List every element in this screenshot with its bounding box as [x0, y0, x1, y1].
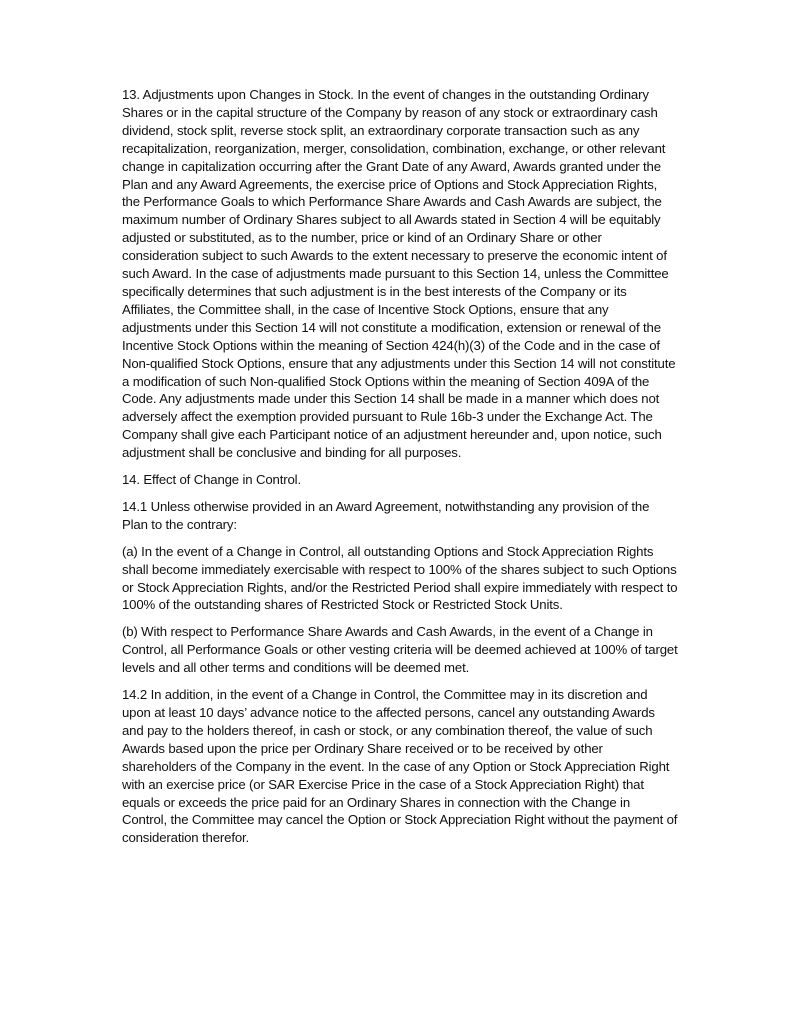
document-page — [122, 86, 678, 856]
section-14-1-a-paragraph: (a) In the event of a Change in Control, all outstanding Options and Stock Appreciation Rights shall become immediately exercisable with respect to 100% of the shares subject to such Options or Stock Appreciation Rights, and/or the Restricted Period shall expire immediately with respect to 100% of the outstanding shares of Restricted Stock or Restricted Stock Units. — [122, 543, 678, 613]
section-13-paragraph: 13. Adjustments upon Changes in Stock. In the event of changes in the outstanding Ordinary Shares or in the capital structure of the Company by reason of any stock or extraordinary cash dividend, stock split, reverse stock split, an extraordinary corporate transaction such as any recapitalization, reorganization, merger, consolidation, combination, exchange, or other relevant change in capitalization occurring after the Grant Date of any Award, Awards granted under the Plan and any Award Agreements, the exercise price of Options and Stock Appreciation Rights, the Performance Goals to which Performance Share Awards and Cash Awards are subject, the maximum number of Ordinary Shares subject to all Awards stated in Section 4 will be equitably adjusted or substituted, as to the number, price or kind of an Ordinary Share or other consideration subject to such Awards to the extent necessary to preserve the economic intent of such Award. In the case of adjustments made pursuant to this Section 14, unless the Committee specifically determines that such adjustment is in the best interests of the Company or its Affiliates, the Committee shall, in the case of Incentive Stock Options, ensure that any adjustments under this Section 14 will not constitute a modification, extension or renewal of the Incentive Stock Options within the meaning of Section 424(h)(3) of the Code and in the case of Non-qualified Stock Options, ensure that any adjustments under this Section 14 will not constitute a modification of such Non-qualified Stock Options within the meaning of Section 409A of the Code. Any adjustments made under this Section 14 shall be made in a manner which does not adversely affect the exemption provided pursuant to Rule 16b-3 under the Exchange Act. The Company shall give each Participant notice of an adjustment hereunder and, upon notice, such adjustment shall be conclusive and binding for all purposes. — [122, 87, 676, 461]
section-14-heading: 14. Effect of Change in Control. — [122, 472, 301, 488]
section-14-1-b-paragraph: (b) With respect to Performance Share Awards and Cash Awards, in the event of a Change in Control, all Performance Goals or other vesting criteria will be deemed achieved at 100% of target levels and all other terms and conditions will be deemed met. — [122, 624, 678, 676]
section-14-2-paragraph: 14.2 In addition, in the event of a Change in Control, the Committee may in its discretion and upon at least 10 days’ advance notice to the affected persons, cancel any outstanding Awards and pay to the holders thereof, in cash or stock, or any combination thereof, the value of such Awards based upon the price per Ordinary Share received or to be received by other shareholders of the Company in the event. In the case of any Option or Stock Appreciation Right with an exercise price (or SAR Exercise Price in the case of a Stock Appreciation Right) that equals or exceeds the price paid for an Ordinary Shares in connection with the Change in Control, the Committee may cancel the Option or Stock Appreciation Right without the payment of consideration therefor. — [122, 687, 678, 846]
section-14-1-paragraph: 14.1 Unless otherwise provided in an Award Agreement, notwithstanding any provision of the Plan to the contrary: — [122, 498, 650, 532]
